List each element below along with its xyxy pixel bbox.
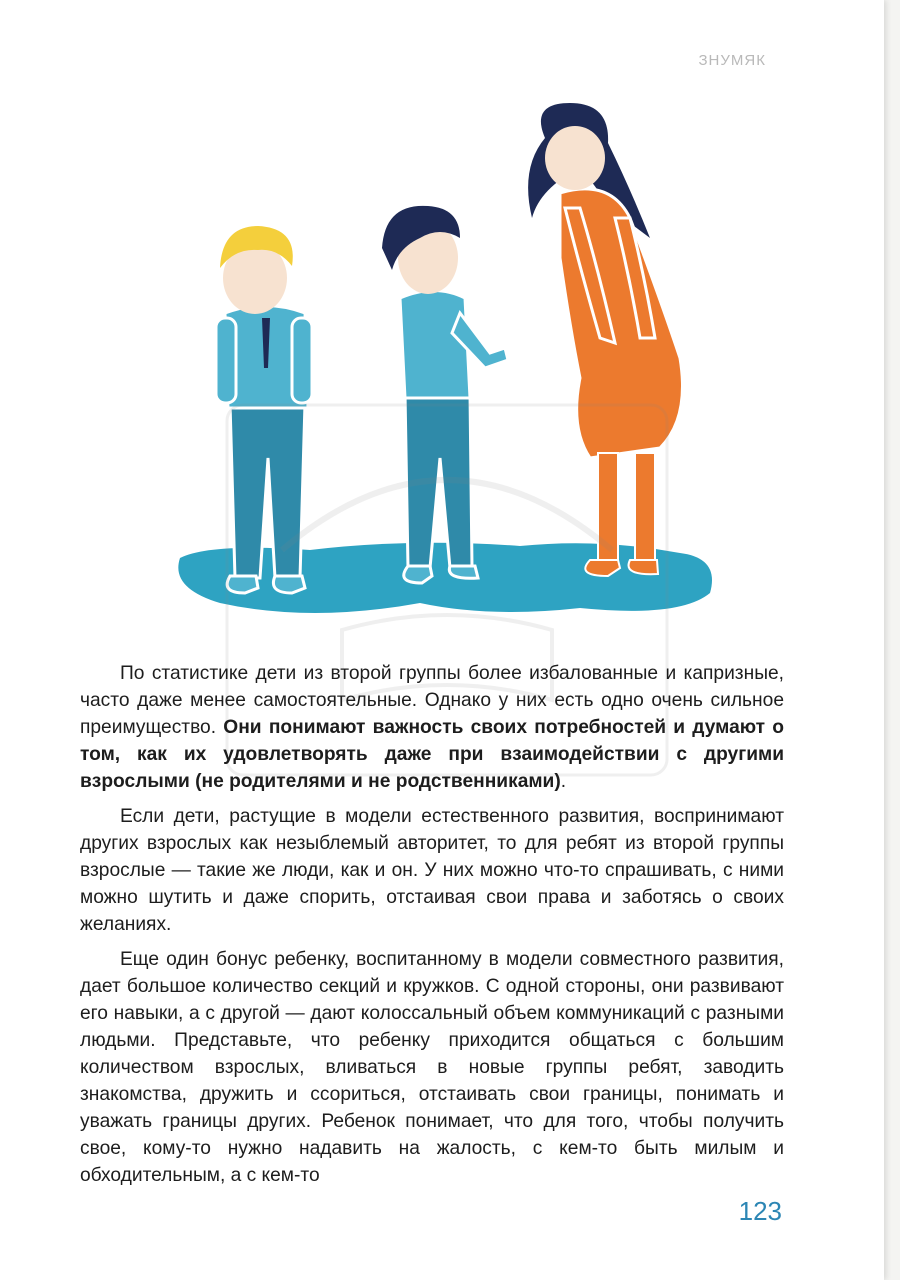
page-number: 123 xyxy=(738,1196,782,1226)
paragraph-3: Еще один бонус ребенку, воспитанному в модели совместного развития, дает большое количество секций и кружков. С одной стороны, они развивают его навыки, а с другой — дают колоссальный объем коммуникаций с разными людьми. Представьте, что ребенку приходится общаться с большим количеством взрослых, вливаться в новые группы ребят, заводить знакомства, дружить и ссориться, отстаивать свои границы, понимать и уважать границы других. Ребенок понимает, что для того, чтобы получить свое, кому-то нужно надавить на жалость, с кем-то быть милым и обходительным, а с кем-то xyxy=(80,949,784,1186)
woman-leg-right xyxy=(635,453,655,563)
body-text xyxy=(80,660,784,1197)
blond-boy-figure xyxy=(216,226,312,593)
blond-boy-shoe-right xyxy=(273,576,305,593)
dark-boy-shirt xyxy=(400,291,470,399)
dark-haired-boy-figure xyxy=(382,206,508,583)
woman-shoe-right xyxy=(629,560,658,574)
bold-highlight: Они понимают важность своих потребностей и думают о том, как их удовлетворять даже при взаимодействии с другими взрослыми (не родителями и не родственниками) xyxy=(80,717,784,792)
woman-head xyxy=(545,126,605,190)
blond-boy-shoe-left xyxy=(227,576,258,593)
woman-leg-left xyxy=(598,453,618,563)
paragraph-2: Если дети, растущие в модели естественного развития, воспринимают других взрослых как незыблемый авторитет, то для ребят из второй группы взрослые — такие же люди, как и он. У них можно что-то спрашивать, с ними можно шутить и даже спорить, отстаивая свои права и заботясь о своих желаниях. xyxy=(80,806,784,935)
blond-boy-arm-right xyxy=(292,318,312,403)
dark-boy-trousers xyxy=(405,393,472,568)
running-head: ЗНУМЯК xyxy=(698,52,766,69)
paragraph-1: По статистике дети из второй группы более избалованные и капризные, часто даже менее самостоятельные. Однако у них есть одно очень сильное преимущество. Они понимают важность своих потребностей и думают о том, как их удовлетворять даже при взаимодействии с другими взрослыми (не родителями и не родственниками). xyxy=(80,663,784,792)
woman-figure xyxy=(528,103,682,576)
blond-boy-arm-left xyxy=(216,318,236,403)
dark-boy-shoe-right xyxy=(449,566,478,578)
illustration-woman-and-two-boys xyxy=(160,98,720,628)
dark-boy-shoe-left xyxy=(404,566,432,583)
